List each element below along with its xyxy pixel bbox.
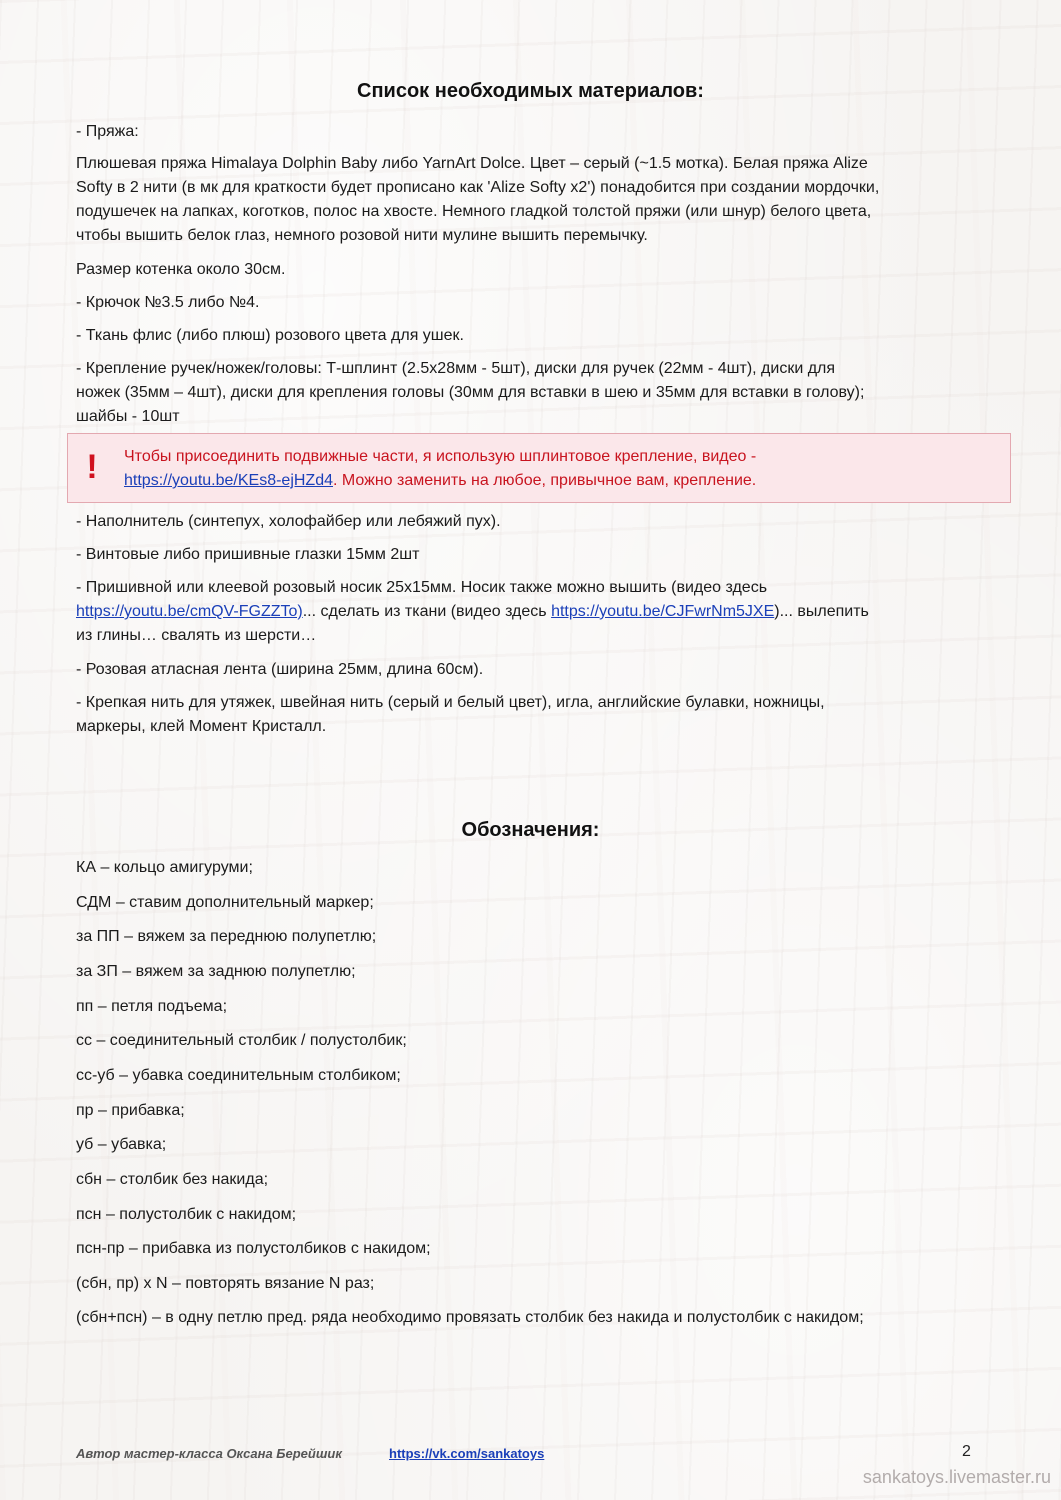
warning-line-2: [124, 469, 994, 493]
nose-fabric-video-link[interactable]: https://youtu.be/CJFwrNm5JXE: [551, 603, 775, 620]
warning-line-2-rest: . Можно заменить на любое, привычное вам, крепление.: [333, 472, 757, 489]
nose-description: [76, 576, 996, 648]
nose-line-2: [76, 600, 996, 624]
joints-line-3: шайбы - 10шт: [76, 408, 180, 425]
footer-author: Автор мастер-класса Оксана Берейшик: [76, 1446, 342, 1461]
yarn-description: [76, 152, 996, 248]
nose-line-1: - Пришивной или клеевой розовый носик 25х15мм. Носик также можно вышить (видео здесь: [76, 579, 768, 596]
legend-title: Обозначения:: [461, 819, 600, 841]
tools-line-1: - Крепкая нить для утяжек, швейная нить (серый и белый цвет), игла, английские булавки, ножницы,: [76, 694, 825, 711]
legend-item: за ЗП – вяжем за заднюю полупетлю;: [76, 963, 356, 980]
joints-description: [76, 357, 996, 429]
kitten-size: Размер котенка около 30см.: [76, 261, 286, 278]
yarn-line-1: Плюшевая пряжа Himalaya Dolphin Baby либо YarnArt Dolce. Цвет – серый (~1.5 мотка). Белая пряжа Alize: [76, 155, 868, 172]
ribbon-item: - Розовая атласная лента (ширина 25мм, длина 60см).: [76, 661, 484, 678]
exclamation-icon: !: [86, 448, 98, 486]
legend-item: псн-пр – прибавка из полустолбиков с накидом;: [76, 1240, 431, 1257]
eyes-item: - Винтовые либо пришивные глазки 15мм 2шт: [76, 546, 420, 563]
yarn-label: - Пряжа:: [76, 123, 139, 140]
legend-item: (сбн, пр) х N – повторять вязание N раз;: [76, 1275, 375, 1292]
nose-tail-text: )... вылепить: [774, 603, 869, 620]
nose-mid-text: ... сделать из ткани (видео здесь: [302, 603, 552, 620]
tools-description: [76, 691, 996, 739]
fabric-item: - Ткань флис (либо плюш) розового цвета для ушек.: [76, 327, 464, 344]
filler-item: - Наполнитель (синтепух, холофайбер или лебяжий пух).: [76, 513, 501, 530]
nose-line-3: из глины… свалять из шерсти…: [76, 627, 317, 644]
materials-title: Список необходимых материалов:: [357, 80, 704, 102]
legend-item: СДМ – ставим дополнительный маркер;: [76, 894, 374, 911]
legend-item: уб – убавка;: [76, 1136, 167, 1153]
joints-line-1: - Крепление ручек/ножек/головы: Т-шплинт (2.5х28мм - 5шт), диски для ручек (22мм - 4шт), диски для: [76, 360, 836, 377]
legend-item: сс – соединительный столбик / полустолбик;: [76, 1032, 407, 1049]
yarn-line-2: Softy в 2 нити (в мк для краткости будет прописано как 'Alize Softy x2') понадобится при создании мордочки,: [76, 179, 880, 196]
legend-item: сбн – столбик без накида;: [76, 1171, 269, 1188]
legend-item: сс-уб – убавка соединительным столбиком;: [76, 1067, 401, 1084]
page-number: 2: [962, 1443, 971, 1460]
legend-item: за ПП – вяжем за переднюю полупетлю;: [76, 928, 377, 945]
footer-vk-link[interactable]: https://vk.com/sankatoys: [389, 1446, 545, 1461]
legend-item: КА – кольцо амигуруми;: [76, 859, 253, 876]
legend-item: пп – петля подъема;: [76, 998, 228, 1015]
yarn-line-4: чтобы вышить белок глаз, немного розовой нити мулине вышить перемычку.: [76, 227, 648, 244]
legend-item: (сбн+псн) – в одну петлю пред. ряда необходимо провязать столбик без накида и полустолбик с накидом;: [76, 1309, 864, 1326]
joints-line-2: ножек (35мм – 4шт), диски для крепления головы (30мм для вставки в шею и 35мм для вставки в голову);: [76, 384, 865, 401]
nose-embroider-video-link[interactable]: https://youtu.be/cmQV-FGZZTo): [76, 603, 303, 620]
tools-line-2: маркеры, клей Момент Кристалл.: [76, 718, 327, 735]
legend-item: псн – полустолбик с накидом;: [76, 1206, 297, 1223]
site-watermark: sankatoys.livemaster.ru: [862, 1467, 1051, 1487]
joints-video-link[interactable]: https://youtu.be/KEs8-ejHZd4: [124, 472, 333, 489]
yarn-line-3: подушечек на лапках, коготков, полос на хвосте. Немного гладкой толстой пряжи (или шнур) белого цвета,: [76, 203, 872, 220]
warning-line-1: Чтобы присоединить подвижные части, я использую шплинтовое крепление, видео -: [124, 448, 757, 465]
warning-text: [124, 445, 994, 493]
legend-item: пр – прибавка;: [76, 1102, 185, 1119]
hook-item: - Крючок №3.5 либо №4.: [76, 294, 260, 311]
